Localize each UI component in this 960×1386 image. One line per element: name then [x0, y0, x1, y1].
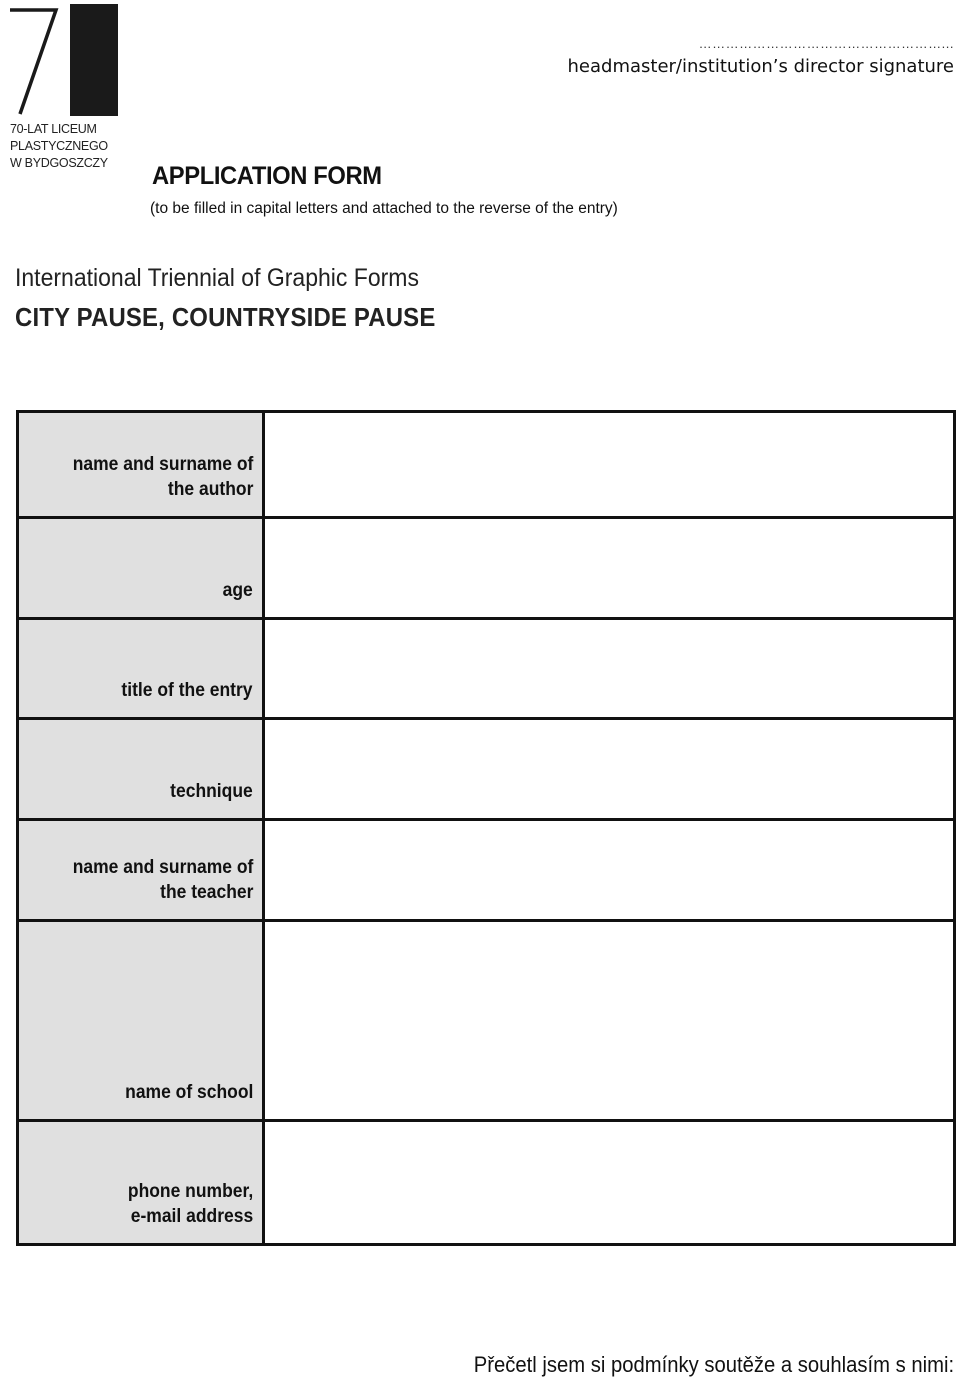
teacher-name-field[interactable] — [265, 821, 953, 919]
field-label-cell — [19, 720, 265, 818]
form-row-author — [19, 413, 953, 519]
field-label: name and surname of the author — [72, 454, 253, 500]
field-label-cell — [19, 620, 265, 717]
age-field[interactable] — [265, 519, 953, 617]
form-row-contact — [19, 1122, 953, 1243]
author-name-field[interactable] — [265, 413, 953, 516]
school-name-field[interactable] — [265, 922, 953, 1119]
logo-text — [10, 121, 120, 172]
consent-statement: Přečetl jsem si podmínky soutěže a souhlasím s nimi: — [473, 1352, 954, 1377]
field-label-cell — [19, 821, 265, 919]
field-label-cell — [19, 413, 265, 516]
field-label: phone number, e-mail address — [127, 1181, 253, 1227]
logo-seven-icon — [8, 4, 78, 116]
form-row-title — [19, 620, 953, 720]
field-label-cell — [19, 519, 265, 617]
logo-line: PLASTYCZNEGO — [10, 139, 108, 153]
signature-label: headmaster/institution’s director signature — [567, 56, 954, 77]
application-form-table — [16, 410, 956, 1246]
field-label-cell — [19, 1122, 265, 1243]
technique-field[interactable] — [265, 720, 953, 818]
event-name: International Triennial of Graphic Forms — [15, 264, 419, 292]
field-label: name of school — [124, 1082, 253, 1103]
form-row-technique — [19, 720, 953, 821]
form-row-age — [19, 519, 953, 620]
field-label-cell — [19, 922, 265, 1119]
logo-line: 70-LAT LICEUM — [10, 122, 97, 136]
event-title: CITY PAUSE, COUNTRYSIDE PAUSE — [15, 302, 436, 332]
field-label: age — [222, 580, 253, 601]
form-title: APPLICATION FORM — [152, 162, 382, 190]
signature-line[interactable]: ………………………………………………... — [698, 36, 954, 51]
field-label: technique — [170, 781, 253, 802]
logo-line: W BYDGOSZCZY — [10, 156, 108, 170]
form-row-school — [19, 922, 953, 1122]
form-row-teacher — [19, 821, 953, 922]
field-label: name and surname of the teacher — [72, 857, 253, 903]
school-logo — [8, 4, 118, 182]
field-label: title of the entry — [121, 680, 253, 701]
entry-title-field[interactable] — [265, 620, 953, 717]
form-subtitle: (to be filled in capital letters and attached to the reverse of the entry) — [150, 200, 618, 217]
contact-field[interactable] — [265, 1122, 953, 1243]
